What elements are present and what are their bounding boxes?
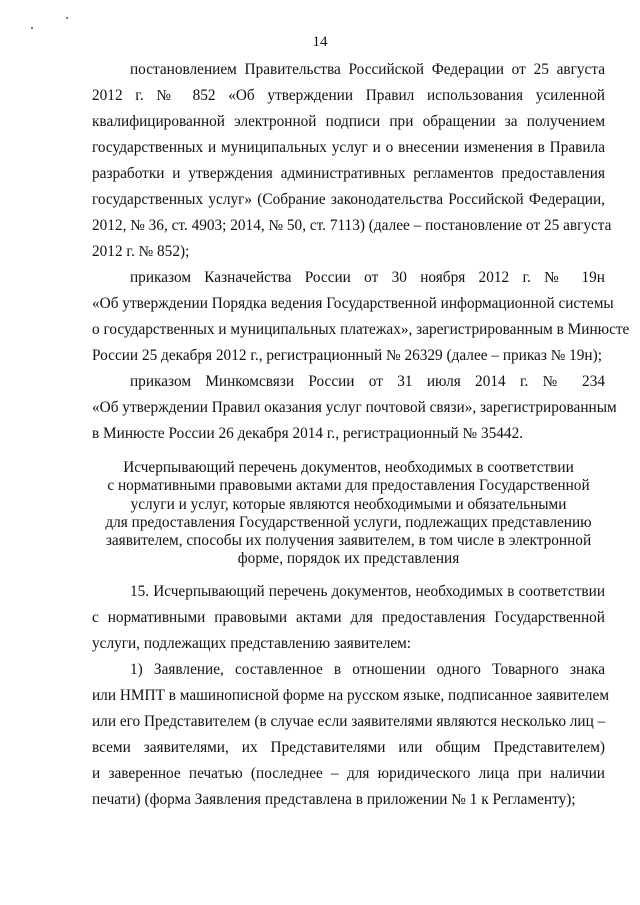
heading-line: для предоставления Государственной услуги, подлежащих представлению bbox=[105, 513, 592, 531]
text-line: услуги, подлежащих представлению заявителем: bbox=[92, 635, 412, 652]
text-line: 2012, № 36, ст. 4903; 2014, № 50, ст. 7113) (далее – постановление от 25 августа bbox=[92, 217, 612, 234]
text-line: разработки и утверждения административных регламентов предоставления bbox=[92, 165, 605, 182]
text-line: приказом Минкомсвязи России от 31 июля 2014 г. № 234 bbox=[130, 373, 605, 390]
heading-line: форме, порядок их представления bbox=[237, 550, 460, 568]
text-line: с нормативными правовыми актами для предоставления Государственной bbox=[92, 609, 605, 626]
text-line: государственных услуг» (Собрание законодательства Российской Федерации, bbox=[92, 191, 605, 208]
text-line: 2012 г. № 852); bbox=[92, 243, 190, 260]
text-line: о государственных и муниципальных платежах», зарегистрированным в Минюсте bbox=[92, 321, 630, 338]
heading-line: с нормативными правовыми актами для предоставления Государственной bbox=[107, 477, 590, 495]
text-line: государственных и муниципальных услуг и о внесении изменения в Правила bbox=[92, 139, 605, 156]
page-number: 14 bbox=[312, 34, 328, 50]
section-heading bbox=[92, 459, 605, 569]
heading-line: услуги и услуг, которые являются необходимыми и обязательными bbox=[130, 495, 567, 513]
text-line: «Об утверждении Правил оказания услуг почтовой связи», зарегистрированным bbox=[92, 399, 617, 416]
text-line: «Об утверждении Порядка ведения Государственной информационной системы bbox=[92, 295, 614, 312]
text-line: печати) (форма Заявления представлена в приложении № 1 к Регламенту); bbox=[92, 791, 576, 808]
scan-speck bbox=[66, 17, 68, 19]
text-line: в Минюсте России 26 декабря 2014 г., регистрационный № 35442. bbox=[92, 425, 524, 442]
text-line: России 25 декабря 2012 г., регистрационный № 26329 (далее – приказ № 19н); bbox=[92, 347, 602, 364]
text-line: всеми заявителями, их Представителями или общим Представителем) bbox=[92, 739, 605, 756]
text-line: 15. Исчерпывающий перечень документов, необходимых в соответствии bbox=[130, 583, 605, 600]
text-line: приказом Казначейства России от 30 ноября 2012 г. № 19н bbox=[130, 269, 605, 286]
heading-line: заявителем, способы их получения заявителем, в том числе в электронной bbox=[105, 532, 592, 550]
scan-speck bbox=[31, 27, 33, 29]
text-line: 1) Заявление, составленное в отношении одного Товарного знака bbox=[130, 661, 605, 678]
text-line: квалифицированной электронной подписи при обращении за получением bbox=[92, 113, 605, 130]
heading-line: Исчерпывающий перечень документов, необходимых в соответствии bbox=[123, 459, 574, 476]
text-line: или его Представителем (в случае если заявителями являются несколько лиц – bbox=[92, 713, 606, 730]
text-line: постановлением Правительства Российской Федерации от 25 августа bbox=[130, 61, 605, 78]
text-line: или НМПТ в машинописной форме на русском языке, подписанное заявителем bbox=[92, 687, 610, 704]
text-line: 2012 г. № 852 «Об утверждении Правил использования усиленной bbox=[92, 87, 605, 104]
text-line: и заверенное печатью (последнее – для юридического лица при наличии bbox=[92, 765, 605, 782]
